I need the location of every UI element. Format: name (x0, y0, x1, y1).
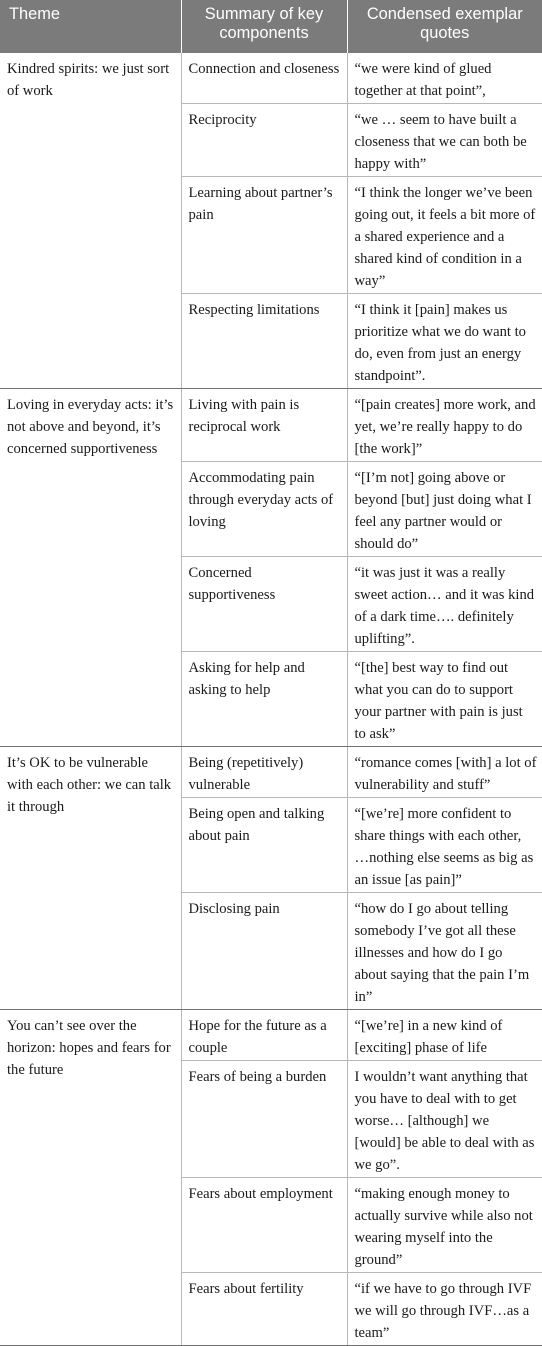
component-cell: Concerned supportiveness (181, 557, 347, 652)
quote-cell: “it was just it was a really sweet action… and it was kind of a dark time…. definitely uplifting”. (347, 557, 542, 652)
quote-cell: “romance comes [with] a lot of vulnerability and stuff” (347, 747, 542, 798)
component-cell: Being open and talking about pain (181, 798, 347, 893)
component-cell: Being (repetitively) vulnerable (181, 747, 347, 798)
table-row (0, 1010, 542, 1061)
quote-cell: “how do I go about telling somebody I’ve got all these illnesses and how do I go about saying that the pain I’m in” (347, 893, 542, 1010)
header-quotes: Condensed exemplar quotes (347, 0, 542, 53)
header-row (0, 0, 542, 53)
table-row (0, 389, 542, 462)
component-cell: Fears about fertility (181, 1273, 347, 1346)
theme-cell: Loving in everyday acts: it’s not above and beyond, it’s concerned supportiveness (0, 389, 181, 747)
quote-cell: “[we’re] in a new kind of [exciting] phase of life (347, 1010, 542, 1061)
quote-cell: “making enough money to actually survive while also not wearing myself into the ground” (347, 1178, 542, 1273)
component-cell: Living with pain is reciprocal work (181, 389, 347, 462)
theme-cell: It’s OK to be vulnerable with each other: we can talk it through (0, 747, 181, 1010)
component-cell: Learning about partner’s pain (181, 177, 347, 294)
component-cell: Disclosing pain (181, 893, 347, 1010)
component-cell: Fears about employment (181, 1178, 347, 1273)
quote-cell: “we … seem to have built a closeness that we can both be happy with” (347, 104, 542, 177)
quote-cell: “I think the longer we’ve been going out, it feels a bit more of a shared experience and a shared kind of condition in a way” (347, 177, 542, 294)
table-body (0, 53, 542, 1346)
component-cell: Hope for the future as a couple (181, 1010, 347, 1061)
theme-cell: Kindred spirits: we just sort of work (0, 53, 181, 389)
component-cell: Accommodating pain through everyday acts of loving (181, 462, 347, 557)
component-cell: Respecting limitations (181, 294, 347, 389)
quote-cell: “we were kind of glued together at that point”, (347, 53, 542, 104)
quote-cell: “I think it [pain] makes us prioritize what we do want to do, even from just an energy standpoint”. (347, 294, 542, 389)
quote-cell: “[the] best way to find out what you can do to support your partner with pain is just to ask” (347, 652, 542, 747)
table-row (0, 747, 542, 798)
quote-cell: “[we’re] more confident to share things with each other, …nothing else seems as big as an issue [as pain]” (347, 798, 542, 893)
table-row (0, 53, 542, 104)
header-summary: Summary of key components (181, 0, 347, 53)
component-cell: Fears of being a burden (181, 1061, 347, 1178)
component-cell: Asking for help and asking to help (181, 652, 347, 747)
quote-cell: I wouldn’t want anything that you have to deal with to get worse… [although] we [would] be able to deal with as we go”. (347, 1061, 542, 1178)
theme-cell: You can’t see over the horizon: hopes and fears for the future (0, 1010, 181, 1346)
header-theme: Theme (0, 0, 181, 53)
quote-cell: “if we have to go through IVF we will go through IVF…as a team” (347, 1273, 542, 1346)
component-cell: Connection and closeness (181, 53, 347, 104)
quote-cell: “[I’m not] going above or beyond [but] just doing what I feel any partner would or should do” (347, 462, 542, 557)
quote-cell: “[pain creates] more work, and yet, we’re really happy to do [the work]” (347, 389, 542, 462)
component-cell: Reciprocity (181, 104, 347, 177)
